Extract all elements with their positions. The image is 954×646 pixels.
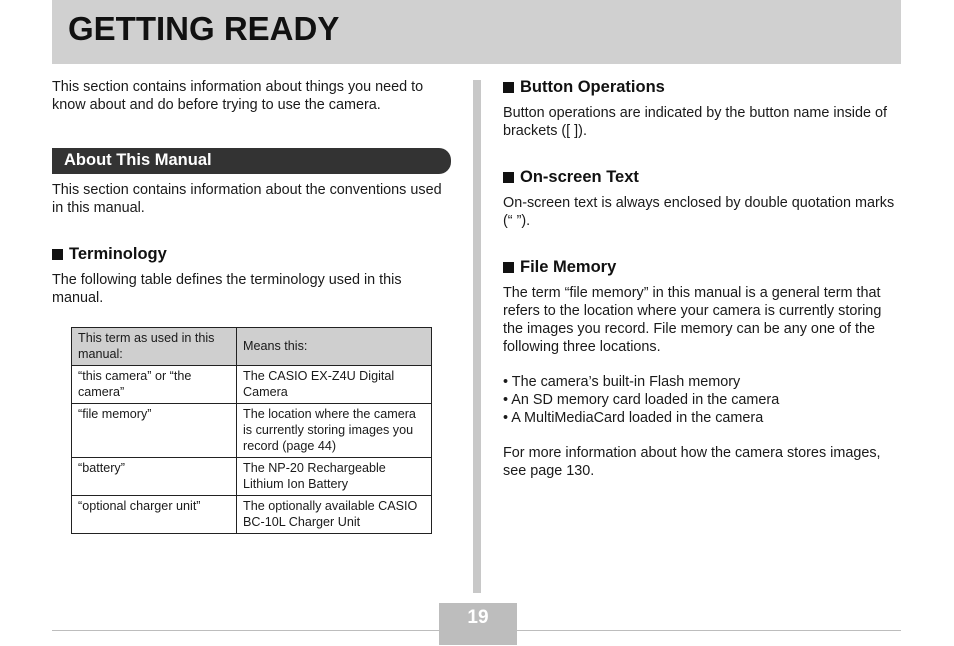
button-operations-heading	[503, 78, 665, 97]
file-memory-text: The term “file memory” in this manual is a general term that refers to the location where your camera is currently storing the images you record. File memory can be any one of the following three locations.	[503, 285, 882, 355]
square-bullet-icon	[503, 262, 514, 273]
square-bullet-icon	[52, 249, 63, 260]
list-item: • An SD memory card loaded in the camera	[503, 391, 903, 409]
square-bullet-icon	[503, 82, 514, 93]
page-title: GETTING READY	[68, 10, 340, 47]
section-title: About This Manual	[64, 151, 212, 169]
table-header-row	[72, 328, 432, 366]
file-memory-heading-label: File Memory	[520, 258, 617, 276]
more-info-text: For more information about how the camera stores images, see page 130.	[503, 445, 881, 479]
file-memory-heading	[503, 258, 616, 277]
table-cell-term: “file memory”	[72, 404, 237, 458]
onscreen-text-heading-label: On-screen Text	[520, 168, 639, 186]
terminology-table	[71, 327, 432, 534]
table-cell-term: “this camera” or “the camera”	[72, 366, 237, 404]
button-operations-text: Button operations are indicated by the button name inside of brackets ([ ]).	[503, 105, 888, 139]
terminology-heading-label: Terminology	[69, 245, 167, 263]
table-row	[72, 458, 432, 496]
table-cell-meaning: The CASIO EX-Z4U Digital Camera	[237, 366, 432, 404]
table-header-cell: Means this:	[237, 328, 432, 366]
table-row	[72, 404, 432, 458]
button-operations-heading-label: Button Operations	[520, 78, 665, 96]
onscreen-text-body: On-screen text is always enclosed by double quotation marks (“ ”).	[503, 195, 895, 229]
table-cell-meaning: The location where the camera is currently storing images you record (page 44)	[237, 404, 432, 458]
table-cell-meaning: The NP-20 Rechargeable Lithium Ion Battery	[237, 458, 432, 496]
table-cell-term: “battery”	[72, 458, 237, 496]
table-cell-meaning: The optionally available CASIO BC-10L Charger Unit	[237, 496, 432, 534]
intro-text: This section contains information about things you need to know about and do before trying to use the camera.	[52, 79, 424, 113]
page-number-box	[439, 603, 517, 645]
table-cell-term: “optional charger unit”	[72, 496, 237, 534]
list-item: • A MultiMediaCard loaded in the camera	[503, 409, 903, 427]
terminology-text: The following table defines the terminology used in this manual.	[52, 272, 402, 306]
column-divider	[473, 80, 481, 593]
section-bar	[52, 148, 451, 174]
title-bar	[52, 0, 901, 64]
terminology-heading	[52, 245, 167, 264]
page-number: 19	[467, 607, 489, 628]
file-memory-locations-list	[503, 373, 903, 427]
table-row	[72, 496, 432, 534]
onscreen-text-heading	[503, 168, 639, 187]
table-row	[72, 366, 432, 404]
section-intro-text: This section contains information about the conventions used in this manual.	[52, 182, 442, 216]
table-header-cell: This term as used in this manual:	[72, 328, 237, 366]
list-item: • The camera’s built-in Flash memory	[503, 373, 903, 391]
square-bullet-icon	[503, 172, 514, 183]
